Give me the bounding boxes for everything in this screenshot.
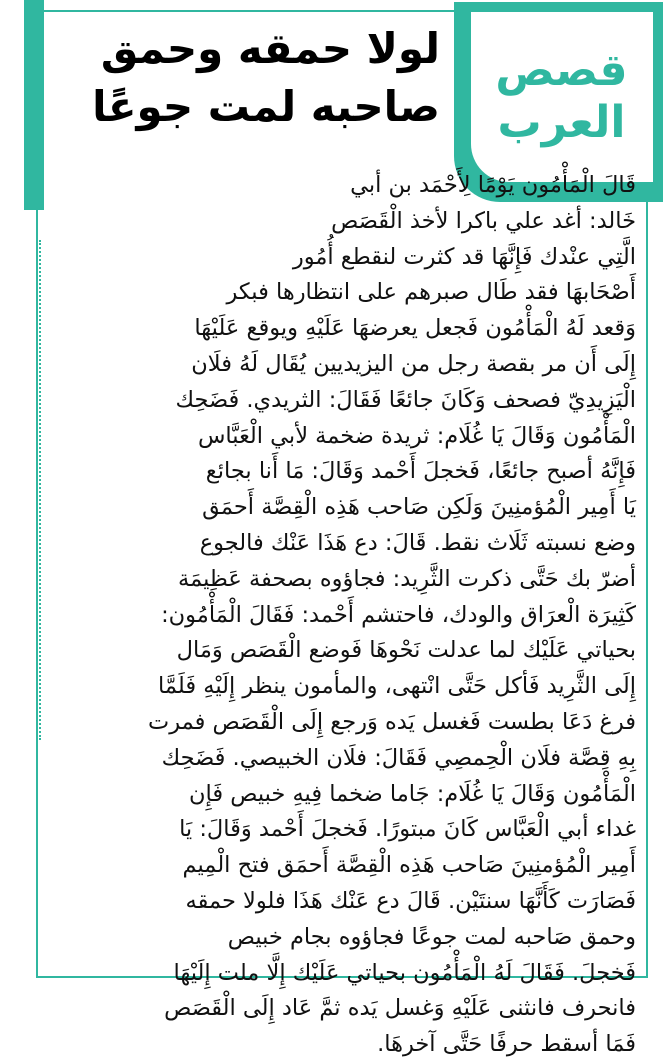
- article-body-line: فَصَارَت كَأَنَّهَا سنتَيْن. قَالَ دع عَنْك هَذَا فلولا حمقه: [185, 887, 636, 914]
- article-body-line: الْمَأْمُون وَقَالَ يَا غُلَام: جَاما ضخما فِيهِ خبيص فَإِن: [189, 780, 636, 807]
- article-title-line: صاحبه لمت جوعًا: [92, 82, 440, 131]
- article-body-line: إِلَى أَن مر بقصة رجل من اليزيديين يُقَال لَهُ فلَان: [191, 350, 636, 377]
- article-body-line: الَّتِي عنْدك فَإِنَّهَا قد كثرت لنقطع أُمُور: [292, 243, 636, 270]
- article-body-line: بِهِ قِصَّة فلَان الْحِمصِي فَقَالَ: فلَان الخبيصي. فَضَحِك: [161, 744, 636, 771]
- article-body-line: فَخجلَ. فَقَالَ لَهُ الْمَأْمُون بحياتي عَلَيْك إِلَّا ملت إِلَيْهَا: [173, 959, 636, 986]
- article-body: [48, 168, 636, 1063]
- article-body-line: غداء أبي الْعَبَّاس كَانَ مبتورًا. فَخجلَ أَحْمد وَقَالَ: يَا: [179, 816, 636, 843]
- article-body-line: فَمَا أسقط حرفًا حَتَّى آخرهَا.: [377, 1031, 636, 1058]
- accent-bar: [24, 0, 44, 210]
- article-title: [60, 20, 440, 136]
- article-body-line: فرغ دَعَا بطست فَغسل يَده وَرجع إِلَى الْقَصَص فمرت: [148, 708, 636, 735]
- article-body-line: فانحرف فانثنى عَلَيْهِ وَغسل يَده ثمَّ عَاد إِلَى الْقَصَص: [164, 995, 636, 1022]
- dotted-divider: [39, 240, 41, 740]
- article-body-line: الْمَأْمُون وَقَالَ يَا غُلَام: ثريدة ضخمة لأبي الْعَبَّاس: [197, 422, 636, 449]
- article-title-line: لولا حمقه وحمق: [100, 24, 440, 73]
- section-badge-line: قصص: [495, 45, 628, 96]
- article-body-line: وضع نسبته ثَلَاث نقط. قَالَ: دع هَذَا عَنْك فالجوع: [199, 529, 636, 556]
- article-body-line: إِلَى الثَّرِيد فَأكل حَتَّى انْتهى، والمأمون ينظر إِلَيْهِ فَلَمَّا: [158, 673, 636, 700]
- section-badge-line: العرب: [497, 97, 626, 148]
- section-badge-inner: [471, 12, 653, 182]
- article-body-line: الْيَزِيدِيّ فصحف وَكَانَ جائعًا فَقَالَ: الثريدي. فَضَحِك: [175, 386, 636, 413]
- article-body-line: فَإِنَّهُ أصبح جائعًا، فَخجلَ أَحْمد وَقَالَ: مَا أَنا بجائع: [205, 458, 636, 485]
- article-body-line: يَا أَمِير الْمُؤمنِينَ وَلَكِن صَاحب هَذِه الْقِصَّة أَحمَق: [202, 494, 636, 521]
- article-body-line: كَثِيرَة الْعرَاق والودك، فاحتشم أَحْمد: فَقَالَ الْمَأْمُون:: [161, 601, 636, 628]
- article-body-line: بحياتي عَلَيْك لما عدلت نَحْوهَا فَوضع الْقَصَص وَمَال: [176, 637, 636, 664]
- article-body-line: أَمِير الْمُؤمنِينَ صَاحب هَذِه الْقِصَّة أَحمَق فتح الْمِيم: [182, 852, 636, 879]
- article-body-line: أَصْحَابهَا فقد طَال صبرهم على انتظارها فبكر: [226, 279, 636, 306]
- article-body-line: قَالَ الْمَأْمُون يَوْمًا لِأَحْمَد بن أبي: [350, 172, 636, 198]
- article-body-line: أضرّ بك حَتَّى ذكرت الثَّرِيد: فجاؤوه بصحفة عَظِيمَة: [178, 565, 636, 592]
- article-body-line: وَقعد لَهُ الْمَأْمُون فَجعل يعرضهَا عَلَيْهِ ويوقع عَلَيْهَا: [194, 315, 636, 342]
- article-body-line: وحمق صَاحبه لمت جوعًا فجاؤوه بجام خبيص: [227, 923, 636, 950]
- article-body-line: خَالد: أغد علي باكرا لأخذ الْقَصَص: [331, 207, 636, 234]
